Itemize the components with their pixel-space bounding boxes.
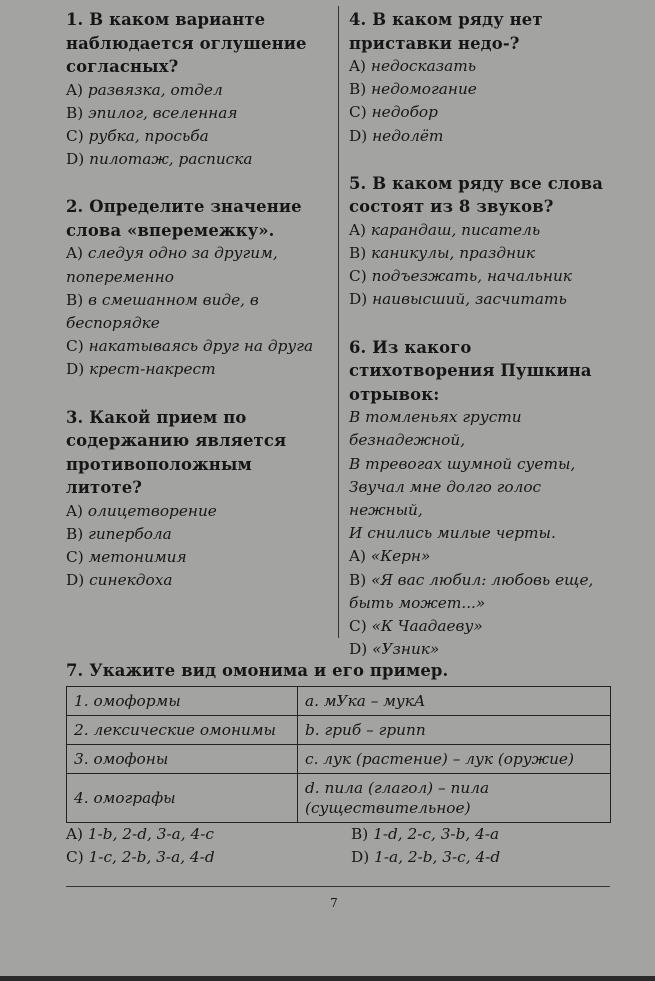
poem-line: И снились милые черты. [349,524,556,543]
option-key: D) [351,848,370,866]
option-text: каникулы, праздник [371,244,536,263]
option-key: D) [66,150,85,169]
bottom-edge [0,976,655,981]
option-text: метонимия [88,547,187,566]
option-key: C) [66,126,84,145]
option-key: B) [351,825,369,843]
option-text: 1-a, 2-b, 3-c, 4-d [374,848,501,866]
option-text: в смешанном виде, в беспорядке [66,290,259,332]
option-key: C) [66,848,84,866]
table-row [67,774,611,823]
option-text: 1-c, 2-b, 3-a, 4-d [88,848,215,866]
option-key: C) [66,547,84,566]
option-text: синекдоха [89,571,173,590]
option-key: A) [66,825,84,843]
table-cell-type: 2. лексические омонимы [67,716,298,745]
option-text: крест-накрест [89,360,216,379]
question-3 [66,406,328,593]
option-text: пилотаж, расписка [89,150,253,169]
option-4c [349,101,619,124]
answer-c [66,846,351,869]
question-7-title: 7. Укажите вид омонима и его пример. [66,661,449,680]
question-6-title: 6. Из какого стихотворения Пушкина отрывок: [349,337,592,404]
option-3a [66,500,328,523]
option-text: недолёт [372,126,444,145]
question-4-title: 4. В каком ряду нет приставки недо-? [349,10,543,53]
question-1 [66,8,328,171]
option-6c [349,615,619,638]
option-3d [66,569,328,592]
option-key: C) [349,267,367,286]
poem-line: В томленьях грусти безнадежной, [349,408,522,450]
option-key: D) [66,360,85,379]
option-text: недомогание [371,80,477,99]
answer-b [351,823,611,846]
option-text: наивысший, засчитать [372,290,567,309]
option-text: олицетворение [87,501,217,520]
option-6a [349,545,619,568]
answer-a [66,823,351,846]
question-2 [66,195,328,381]
option-text: недосказать [370,57,477,75]
option-text: накатываясь друг на друга [88,337,314,356]
option-text: «Я вас любил: любовь еще, быть может...» [349,570,594,612]
footer-divider [66,886,610,887]
question-1-title: 1. В каком варианте наблюдается оглушение согласных? [66,10,307,76]
option-3c [66,546,328,569]
option-text: карандаш, писатель [370,220,541,239]
option-text: подъезжать, начальник [371,267,572,286]
question-6 [349,336,619,662]
option-1c [66,125,328,148]
question-4 [349,8,619,148]
option-text: эпилог, вселенная [88,103,238,122]
option-key: A) [66,80,84,99]
option-4b [349,78,619,101]
table-row [67,716,611,745]
table-cell-example: c. лук (растение) – лук (оружие) [298,745,611,774]
option-key: B) [349,80,367,99]
table-cell-example: d. пила (глагол) – пила (существительное) [298,774,611,823]
option-6d [349,638,619,661]
option-key: D) [66,571,85,590]
option-text: «Керн» [370,547,431,566]
homonym-table [66,686,611,823]
option-text: следуя одно за другим, попеременно [66,244,278,286]
option-key: A) [66,501,84,520]
question-3-title: 3. Какой прием по содержанию является противоположным литоте? [66,407,287,498]
question-5-title: 5. В каком ряду все слова состоят из 8 звуков? [349,173,603,217]
option-text: «Узник» [372,640,440,659]
option-key: D) [349,290,368,309]
option-text: «К Чаадаеву» [371,616,483,635]
table-cell-example: a. мУка – мукА [298,687,611,716]
table-row [67,745,611,774]
option-1d [66,148,328,171]
option-key: A) [349,57,367,75]
option-key: C) [66,337,84,356]
poem-line: Звучал мне долго голос нежный, [349,477,542,519]
question-2-title: 2. Определите значение слова «вперемежку». [66,197,302,240]
table-cell-example: b. гриб – грипп [298,716,611,745]
option-key: C) [349,616,367,635]
right-column [349,8,619,661]
option-key: B) [66,290,84,309]
question-5 [349,172,619,312]
option-key: C) [349,103,367,122]
option-2c [66,335,328,358]
option-5c [349,265,619,288]
option-text: 1-d, 2-c, 3-b, 4-a [373,825,500,843]
table-cell-type: 4. омографы [67,774,298,823]
option-key: A) [66,244,84,263]
option-4a [349,55,619,78]
option-2d [66,358,328,381]
option-text: 1-b, 2-d, 3-a, 4-c [87,825,214,843]
question-7 [66,659,611,869]
table-cell-type: 3. омофоны [67,745,298,774]
option-text: развязка, отдел [87,80,223,99]
table-cell-type: 1. омоформы [67,687,298,716]
option-text: рубка, просьба [88,126,209,145]
option-key: B) [66,103,84,122]
option-key: D) [349,640,368,659]
option-key: A) [349,547,367,566]
option-text: гипербола [88,524,172,543]
answer-d [351,846,611,869]
option-3b [66,523,328,546]
option-5d [349,288,619,311]
option-4d [349,125,619,148]
option-1a [66,79,328,102]
option-1b [66,102,328,125]
option-2b [66,289,328,335]
option-key: B) [66,524,84,543]
option-6b [349,569,619,615]
poem-line: В тревогах шумной суеты, [349,454,576,473]
option-2a [66,242,328,288]
option-5a [349,219,619,242]
left-column [66,8,328,592]
option-key: D) [349,126,368,145]
option-key: B) [349,570,367,589]
option-text: недобор [371,103,438,122]
table-row [67,687,611,716]
option-5b [349,242,619,265]
option-key: B) [349,244,367,263]
column-divider [338,6,339,638]
answer-options [66,823,611,869]
page-number: 7 [330,896,338,910]
option-key: A) [349,220,367,239]
